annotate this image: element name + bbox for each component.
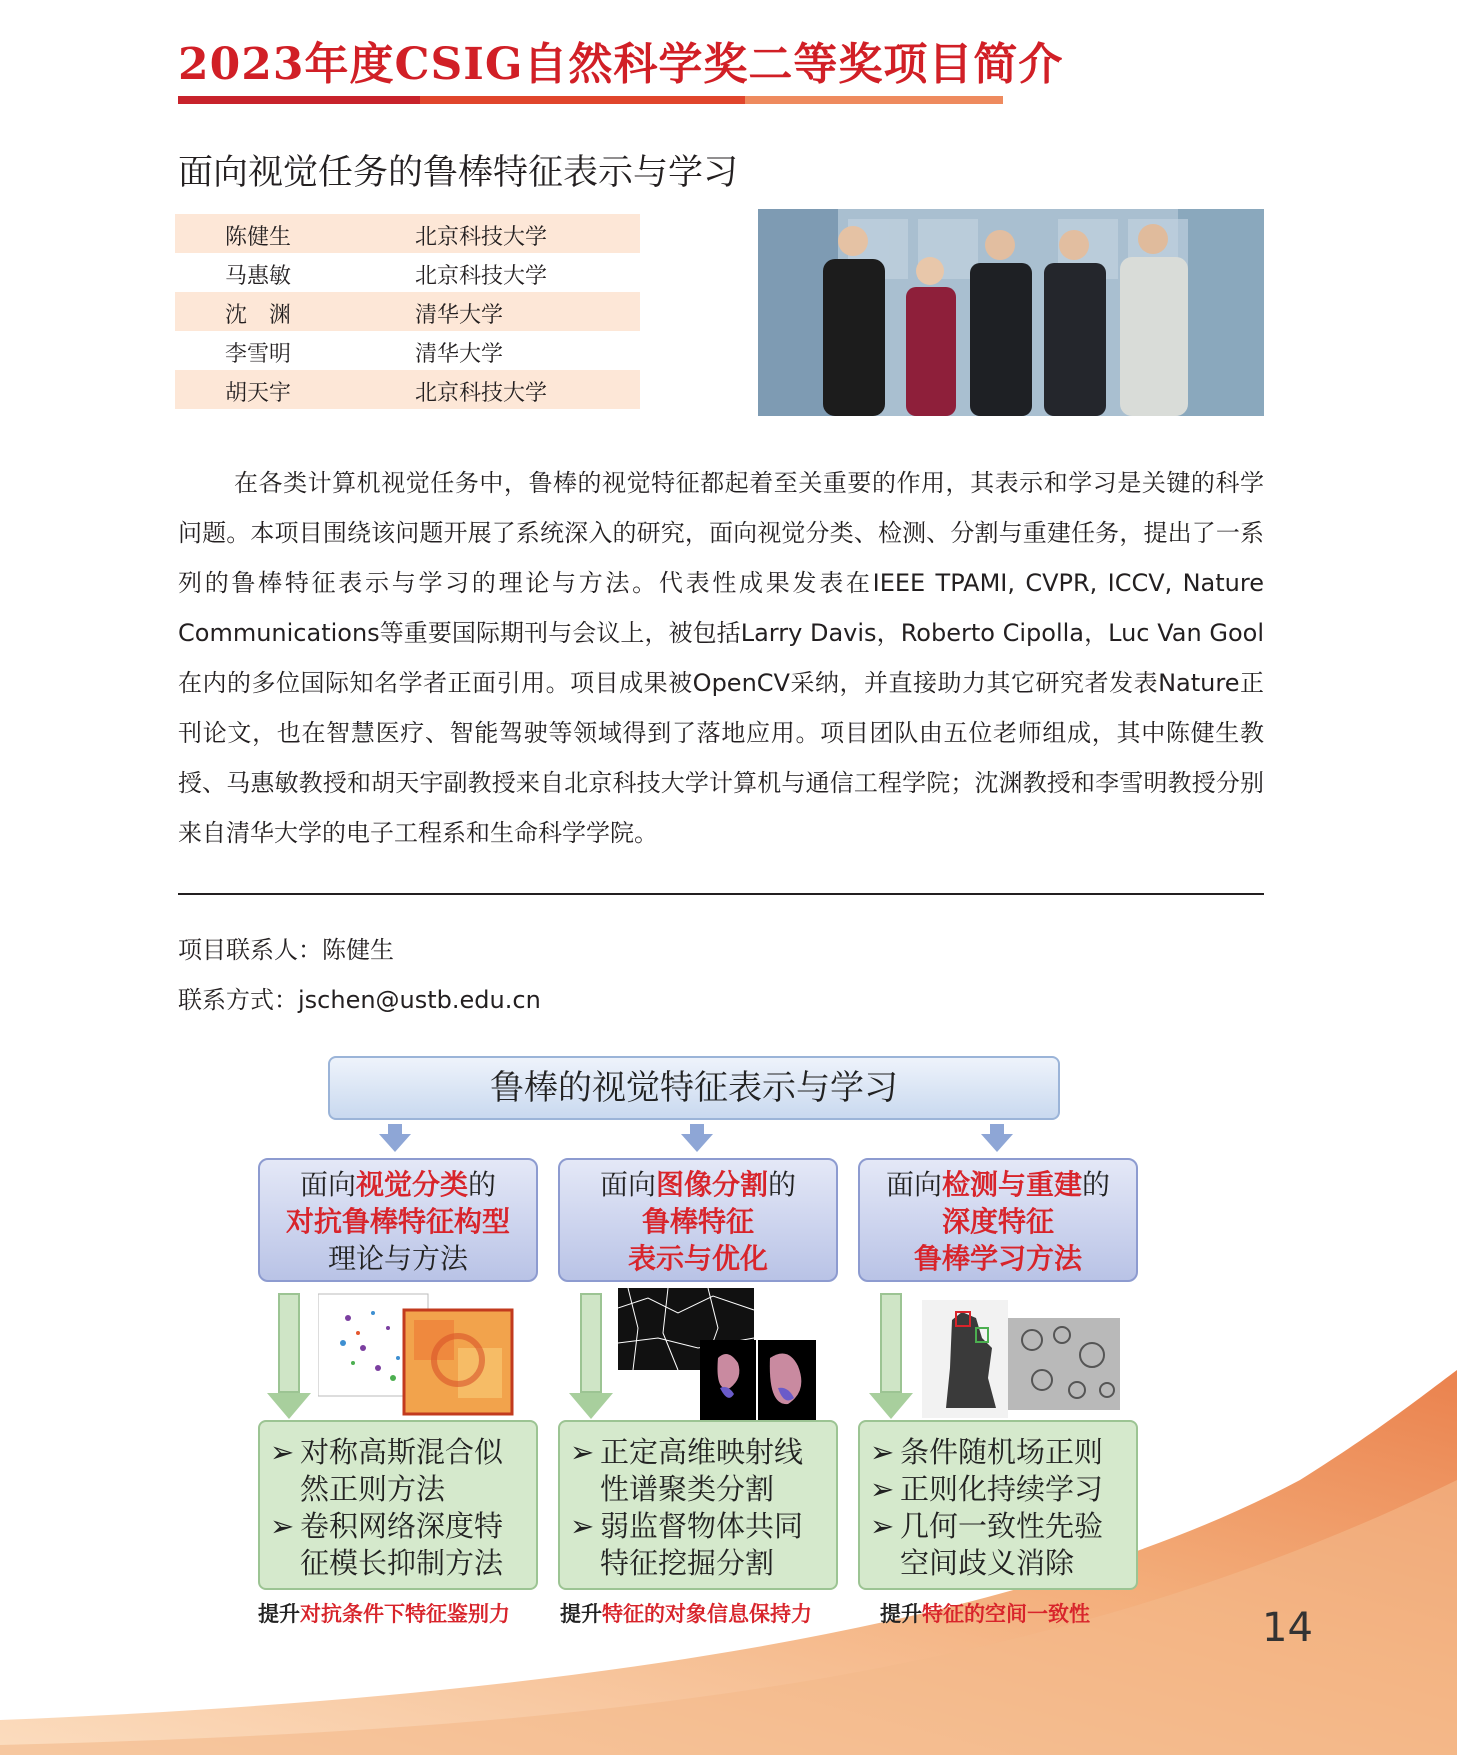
method-box-segmentation: 面向图像分割的 鲁棒特征 表示与优化 <box>558 1158 838 1282</box>
member-affiliation: 北京科技大学 <box>415 381 548 406</box>
results-box-classification: ➢ 对称高斯混合似然正则方法 ➢ 卷积网络深度特征模长抑制方法 <box>258 1420 538 1590</box>
result-item: 正定高维映射线性谱聚类分割 <box>600 1435 804 1506</box>
member-row <box>175 253 640 292</box>
result-item: 几何一致性先验空间歧义消除 <box>900 1509 1104 1580</box>
header-rule <box>178 96 1003 104</box>
member-row <box>175 331 640 370</box>
arrow-down-icon <box>981 1134 1013 1152</box>
page-number: 14 <box>1262 1605 1313 1651</box>
contact-method: 联系方式：jschen@ustb.edu.cn <box>178 986 541 1014</box>
arrow-down-icon <box>267 1393 311 1419</box>
member-row <box>175 214 640 253</box>
member-affiliation: 北京科技大学 <box>415 264 548 289</box>
segmentation-image <box>618 1288 818 1423</box>
project-description: 在各类计算机视觉任务中，鲁棒的视觉特征都起着至关重要的作用，其表示和学习是关键的科学问题。本项目围绕该问题开展了系统深入的研究，面向视觉分类、检测、分割与重建任务，提出了一系列的鲁棒特征表示与学习的理论与方法。代表性成果发表在IEEE TPAMI, CVPR, ICCV, Nature Communications等重要国际期刊与会议上，被包括Larry Davis，Roberto Cipolla，Luc Van Gool在内的多位国际知名学者正面引用。项目成果被OpenCV采纳，并直接助力其它研究者发表Nature正刊论文，也在智慧医疗、智能驾驶等领域得到了落地应用。项目团队由五位老师组成，其中陈健生教授、马惠敏教授和胡天宇副教授来自北京科技大学计算机与通信工程学院；沈渊教授和李雪明教授分别来自清华大学的电子工程系和生命科学学院。 <box>178 469 1264 847</box>
member-table <box>175 214 640 409</box>
caption-detection: 提升特征的空间一致性 <box>880 1602 1090 1626</box>
feature-scatter-heatmap-image <box>318 1288 518 1416</box>
result-item: 正则化持续学习 <box>900 1472 1104 1506</box>
result-item: 条件随机场正则 <box>900 1435 1104 1469</box>
arrow-down-icon <box>869 1393 913 1419</box>
results-box-segmentation: ➢ 正定高维映射线性谱聚类分割 ➢ 弱监督物体共同特征挖掘分割 <box>558 1420 838 1590</box>
contact-person: 项目联系人：陈健生 <box>178 936 394 964</box>
diagram-top-box: 鲁棒的视觉特征表示与学习 <box>328 1056 1060 1120</box>
result-item: 卷积网络深度特征模长抑制方法 <box>300 1509 504 1580</box>
member-affiliation: 清华大学 <box>415 303 504 328</box>
results-box-detection: ➢ 条件随机场正则 ➢ 正则化持续学习 ➢ 几何一致性先验空间歧义消除 <box>858 1420 1138 1590</box>
member-row <box>175 370 640 409</box>
result-item: 弱监督物体共同特征挖掘分割 <box>600 1509 804 1580</box>
member-name: 胡天宇 <box>225 381 292 406</box>
arrow-down-icon <box>569 1393 613 1419</box>
result-item: 对称高斯混合似然正则方法 <box>300 1435 504 1506</box>
member-name: 陈健生 <box>225 225 292 250</box>
member-name: 李雪明 <box>225 342 292 367</box>
detection-reconstruction-image <box>922 1300 1132 1418</box>
section-divider <box>178 893 1264 895</box>
method-box-detection: 面向检测与重建的 深度特征 鲁棒学习方法 <box>858 1158 1138 1282</box>
member-affiliation: 北京科技大学 <box>415 225 548 250</box>
team-photo <box>758 209 1264 416</box>
member-row <box>175 292 640 331</box>
method-box-classification: 面向视觉分类的 对抗鲁棒特征构型 理论与方法 <box>258 1158 538 1282</box>
arrow-down-icon <box>379 1134 411 1152</box>
framework-diagram <box>250 1048 1150 1628</box>
member-name: 沈 渊 <box>225 303 292 328</box>
member-affiliation: 清华大学 <box>415 342 504 367</box>
team-photo-illustration <box>758 209 1264 416</box>
caption-classification: 提升对抗条件下特征鉴别力 <box>258 1602 510 1626</box>
caption-segmentation: 提升特征的对象信息保持力 <box>560 1602 812 1626</box>
project-title: 面向视觉任务的鲁棒特征表示与学习 <box>178 153 739 193</box>
arrow-down-icon <box>681 1134 713 1152</box>
member-name: 马惠敏 <box>225 264 292 289</box>
page-header-title: 2023年度CSIG自然科学奖二等奖项目简介 <box>178 39 1064 90</box>
